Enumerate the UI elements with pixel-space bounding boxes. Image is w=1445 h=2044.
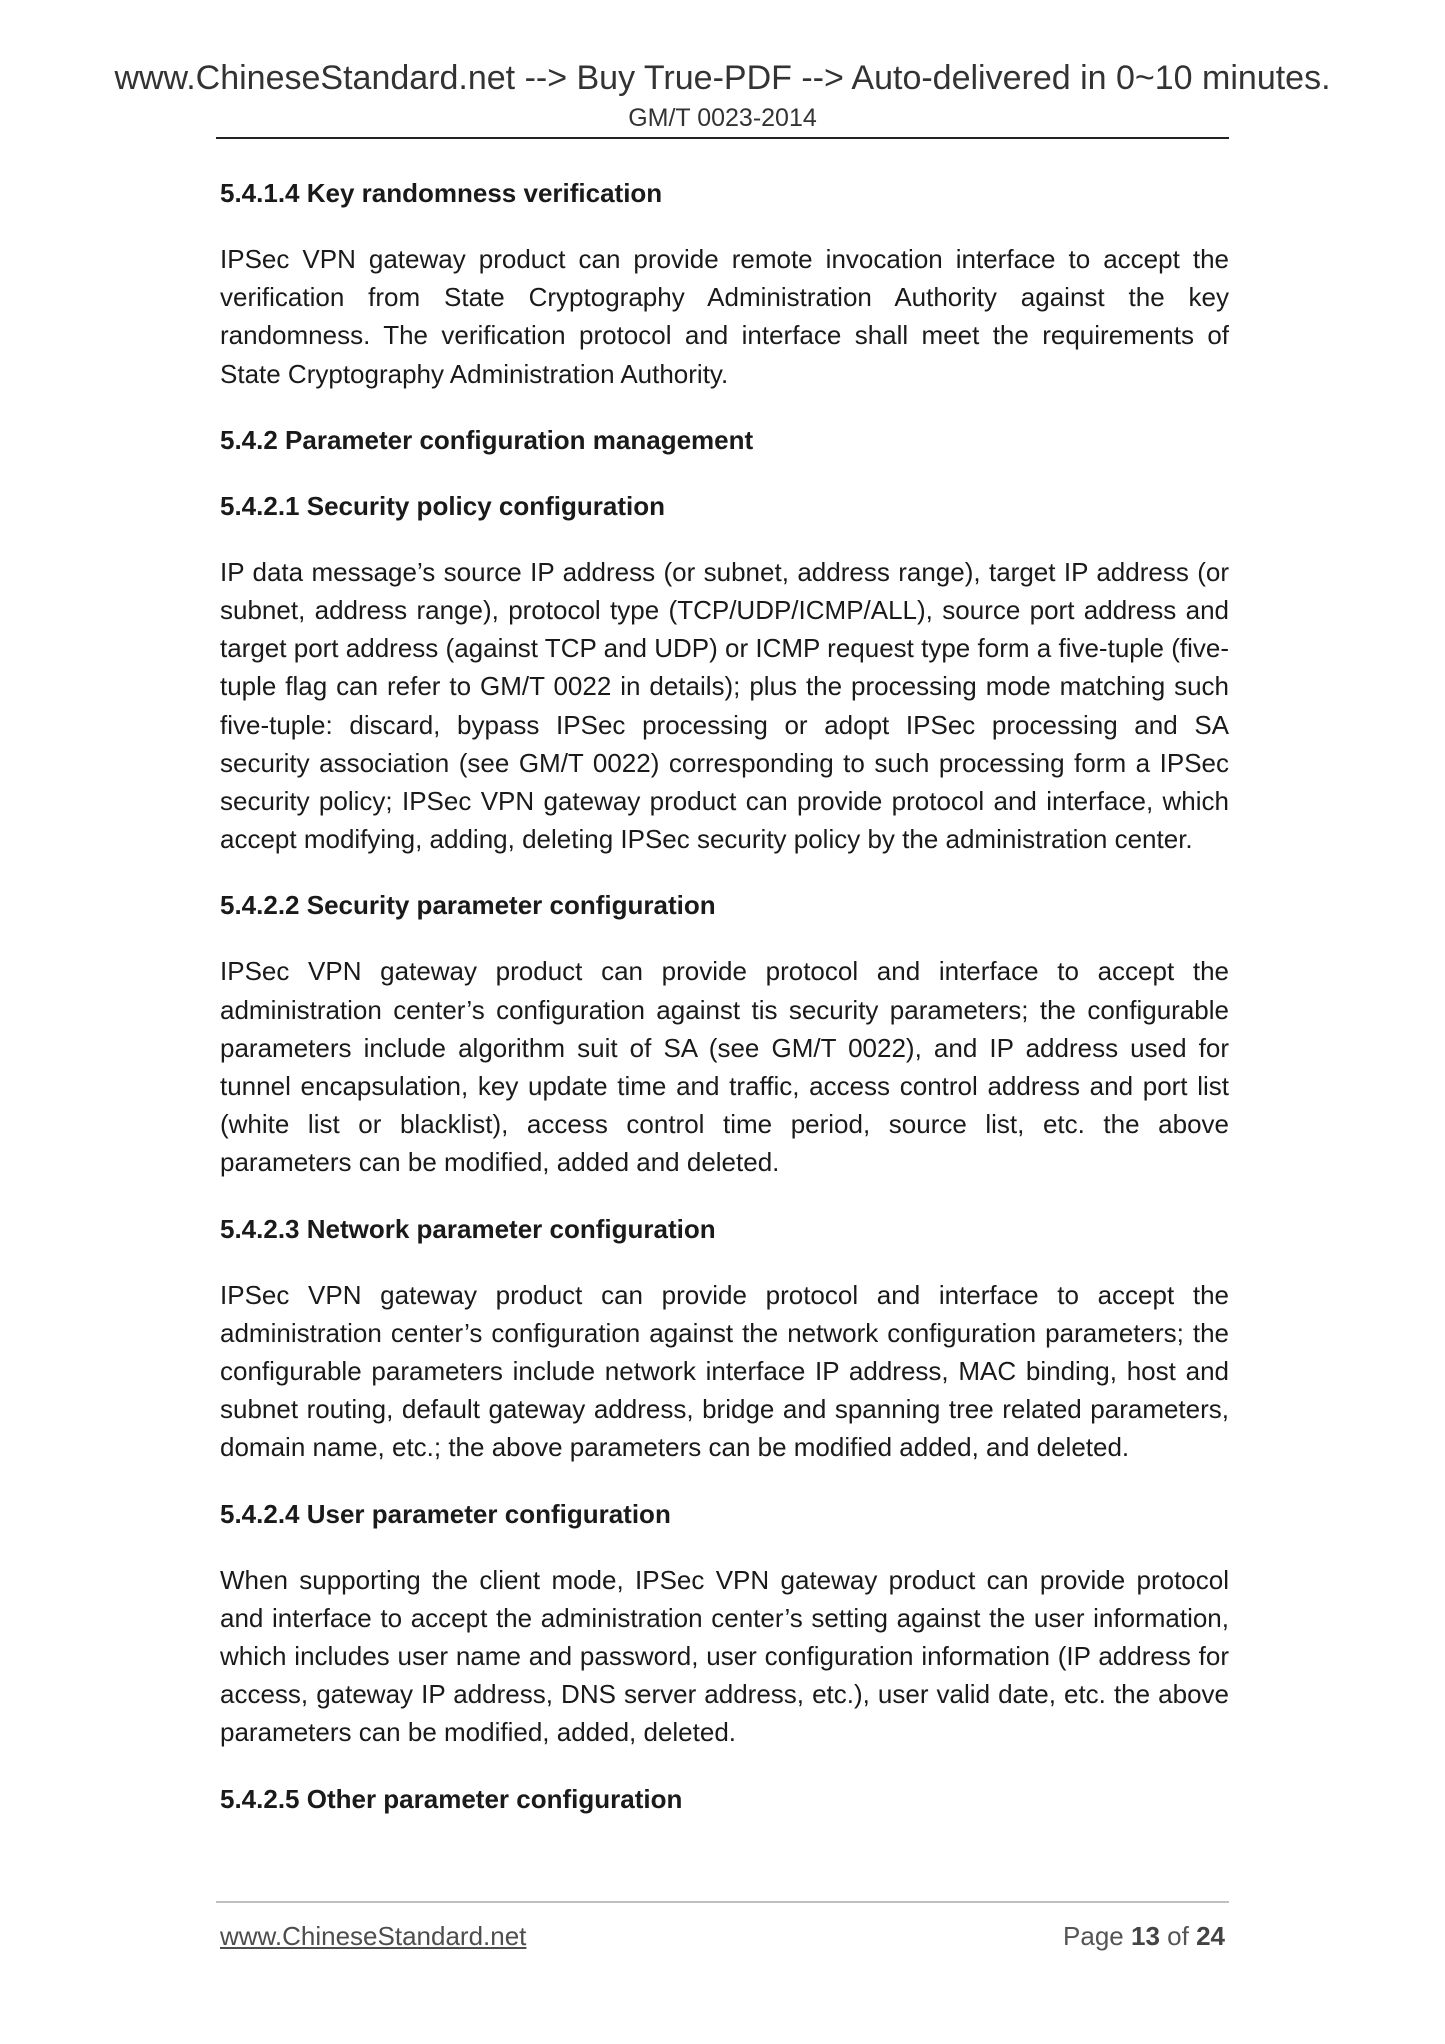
page-of: of: [1167, 1921, 1189, 1951]
standard-code: GM/T 0023-2014: [628, 104, 817, 132]
page-total: 24: [1196, 1921, 1225, 1951]
footer-divider: [216, 1901, 1229, 1903]
section-heading-5-4-2-3: 5.4.2.3 Network parameter configuration: [220, 1213, 716, 1244]
section-body-5-4-2-2: IPSec VPN gateway product can provide protocol and interface to accept the administration center’s configuration against tis security parameters; the configurable parameters include algorithm suit of SA (see GM/T 0022), and IP address used for tunnel encapsulation, key update time and traffic, access control address and port list (white list or blacklist), access control time period, source list, etc. the above parameters can be modified, added and deleted.: [220, 956, 1229, 1178]
section-heading-5-4-2-2: 5.4.2.2 Security parameter configuration: [220, 890, 716, 921]
section-heading-5-4-2: 5.4.2 Parameter configuration management: [220, 424, 754, 455]
document-body: [220, 174, 1229, 1846]
header-divider: [216, 137, 1229, 139]
section-body-5-4-2-1: IP data message’s source IP address (or subnet, address range), target IP address (or subnet, address range), protocol type (TCP/UDP/ICMP/ALL), source port address and target port address (against TCP and UDP) or ICMP request type form a five-tuple (five-tuple flag can refer to GM/T 0022 in details); plus the processing mode matching such five-tuple: discard, bypass IPSec processing or adopt IPSec processing and SA security association (see GM/T 0022) corresponding to such processing form a IPSec security policy; IPSec VPN gateway product can provide protocol and interface, which accept modifying, adding, deleting IPSec security policy by the administration center.: [220, 556, 1229, 855]
page-indicator: [1063, 1920, 1225, 1952]
footer-site-link[interactable]: www.ChineseStandard.net: [220, 1921, 527, 1951]
section-heading-5-4-2-1: 5.4.2.1 Security policy configuration: [220, 490, 666, 521]
page-number: 13: [1131, 1921, 1160, 1951]
section-body-5-4-2-3: IPSec VPN gateway product can provide protocol and interface to accept the administration center’s configuration against the network configuration parameters; the configurable parameters include network interface IP address, MAC binding, host and subnet routing, default gateway address, bridge and spanning tree related parameters, domain name, etc.; the above parameters can be modified added, and deleted.: [220, 1279, 1229, 1463]
page-prefix: Page: [1063, 1921, 1124, 1951]
section-body-5-4-2-4: When supporting the client mode, IPSec VPN gateway product can provide protocol and interface to accept the administration center’s setting against the user information, which includes user name and password, user configuration information (IP address for access, gateway IP address, DNS server address, etc.), user valid date, etc. the above parameters can be modified, added, deleted.: [220, 1564, 1229, 1748]
section-body-5-4-1-4: IPSec VPN gateway product can provide remote invocation interface to accept the verification from State Cryptography Administration Authority against the key randomness. The verification protocol and interface shall meet the requirements of State Cryptography Administration Authority.: [220, 244, 1229, 389]
section-heading-5-4-1-4: 5.4.1.4 Key randomness verification: [220, 178, 663, 208]
site-banner: www.ChineseStandard.net --> Buy True-PDF --> Auto-delivered in 0~10 minutes.: [114, 59, 1331, 97]
section-heading-5-4-2-5: 5.4.2.5 Other parameter configuration: [220, 1783, 683, 1814]
section-heading-5-4-2-4: 5.4.2.4 User parameter configuration: [220, 1498, 671, 1529]
